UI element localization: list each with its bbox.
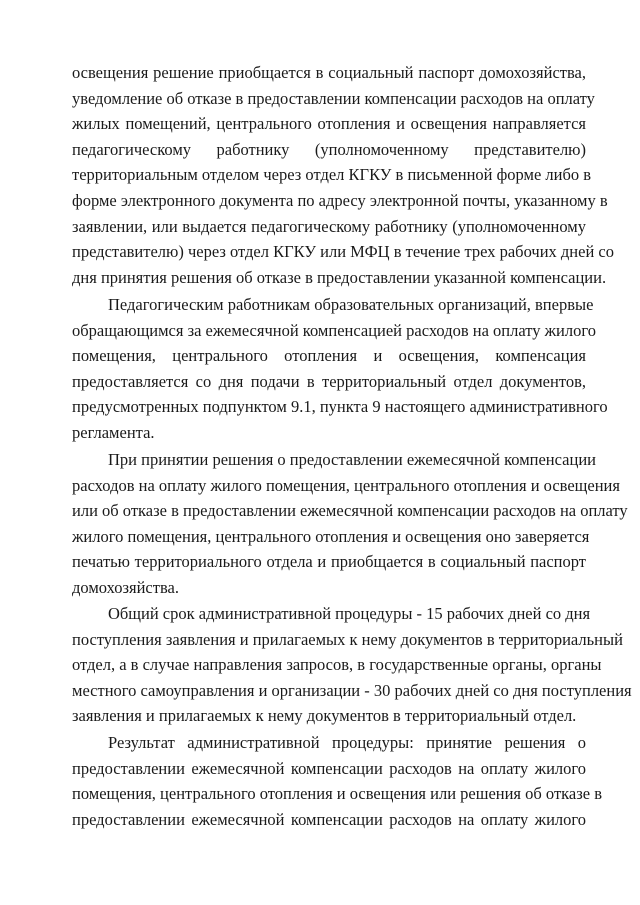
text-line: помещения, центрального отопления и освещения, компенсация: [72, 346, 586, 366]
text-line: Результат административной процедуры: принятие решения о: [108, 733, 586, 752]
text-line: территориальным отделом через отдел КГКУ в письменной форме либо в: [72, 165, 592, 185]
text-line: жилых помещений, центрального отопления и освещения направляется: [72, 114, 586, 134]
text-line: заявления и прилагаемых к нему документов в территориальный отдел.: [72, 706, 577, 726]
paragraph-p2: [72, 292, 608, 446]
text-line: Общий срок административной процедуры - 15 рабочих дней со дня: [108, 604, 591, 623]
text-line: или об отказе в предоставлении ежемесячной компенсации расходов на оплату: [72, 501, 628, 521]
paragraph-p4: [72, 601, 632, 729]
text-line: освещения решение приобщается в социальный паспорт домохозяйства,: [72, 63, 586, 82]
text-line: жилого помещения, центрального отопления и освещения оно заверяется: [72, 526, 590, 546]
text-line: предусмотренных подпунктом 9.1, пункта 9 настоящего административного: [72, 397, 608, 417]
text-line: дня принятия решения об отказе в предоставлении указанной компенсации.: [72, 267, 607, 287]
text-line: При принятии решения о предоставлении ежемесячной компенсации: [108, 450, 596, 469]
paragraph-p3: [72, 447, 628, 601]
text-line: предоставлении ежемесячной компенсации расходов на оплату жилого: [72, 758, 586, 778]
text-line: Педагогическим работникам образовательных организаций, впервые: [108, 295, 594, 314]
text-line: предоставлении ежемесячной компенсации расходов на оплату жилого: [72, 809, 586, 829]
text-line: форме электронного документа по адресу электронной почты, указанному в: [72, 190, 608, 210]
text-line: поступления заявления и прилагаемых к нему документов в территориальный: [72, 629, 623, 649]
text-line: печатью территориального отдела и приобщается в социальный паспорт: [72, 552, 586, 572]
text-line: помещения, центрального отопления и освещения или решения об отказе в: [72, 784, 602, 804]
text-line: представителю) через отдел КГКУ или МФЦ в течение трех рабочих дней со: [72, 242, 614, 262]
text-line: регламента.: [72, 422, 155, 442]
text-line: отдел, а в случае направления запросов, в государственные органы, органы: [72, 655, 602, 675]
text-line: обращающимся за ежемесячной компенсацией расходов на оплату жилого: [72, 320, 596, 340]
text-line: местного самоуправления и организации - 30 рабочих дней со дня поступления: [72, 680, 632, 700]
text-line: уведомление об отказе в предоставлении компенсации расходов на оплату: [72, 88, 595, 108]
text-line: педагогическому работнику (уполномоченному представителю): [72, 139, 586, 159]
text-line: домохозяйства.: [72, 577, 179, 597]
text-line: заявлении, или выдается педагогическому работнику (уполномоченному: [72, 216, 586, 236]
text-line: предоставляется со дня подачи в территориальный отдел документов,: [72, 371, 586, 391]
paragraph-p5: [72, 730, 602, 832]
paragraph-p1: [72, 60, 614, 290]
text-line: расходов на оплату жилого помещения, центрального отопления и освещения: [72, 475, 620, 495]
